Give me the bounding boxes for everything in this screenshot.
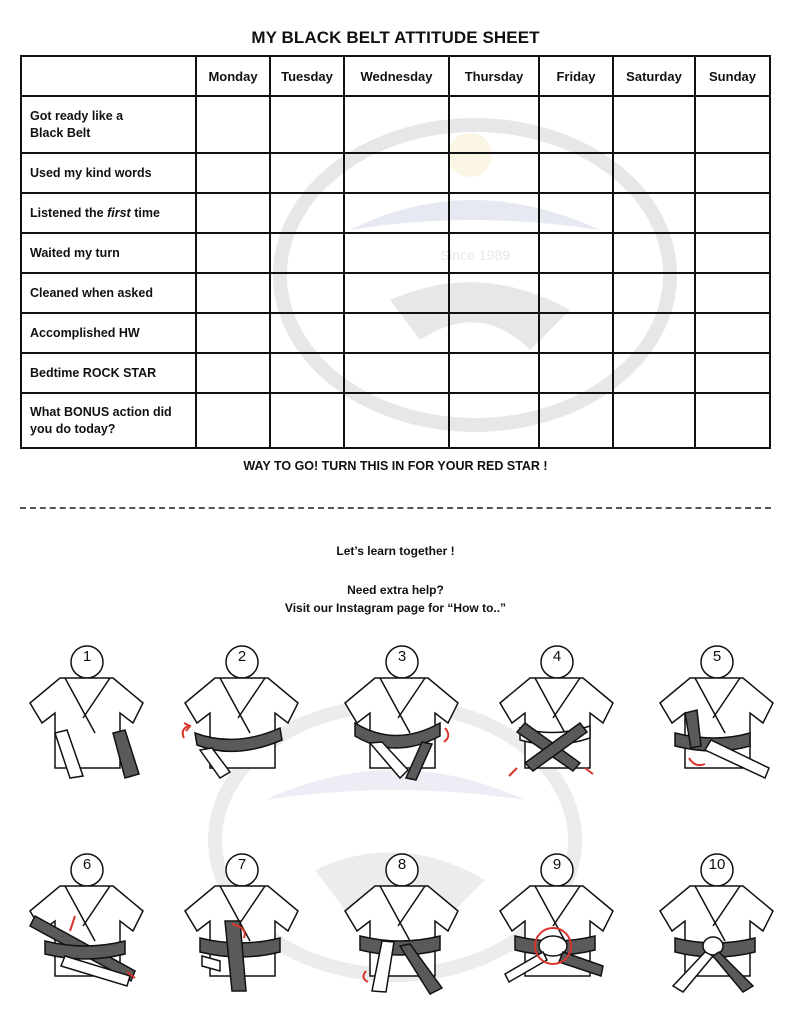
belt-step-illustration [645, 638, 775, 788]
checkbox-cell[interactable] [613, 233, 695, 273]
checkbox-cell[interactable] [270, 96, 344, 153]
checkbox-cell[interactable] [344, 193, 449, 233]
attitude-table [20, 55, 771, 449]
checkbox-cell[interactable] [196, 153, 270, 193]
table-row [21, 233, 770, 273]
header-day: Sunday [695, 56, 770, 96]
cut-line-divider [20, 507, 771, 509]
checkbox-cell[interactable] [196, 233, 270, 273]
checkbox-cell[interactable] [613, 273, 695, 313]
page-title: MY BLACK BELT ATTITUDE SHEET [251, 28, 540, 47]
checkbox-cell[interactable] [613, 153, 695, 193]
checkbox-cell[interactable] [449, 153, 539, 193]
checkbox-cell[interactable] [695, 233, 770, 273]
step-number: 3 [397, 648, 407, 665]
row-label: Used my kind words [21, 153, 196, 193]
row-label: Waited my turn [21, 233, 196, 273]
step-number: 7 [237, 856, 247, 873]
checkbox-cell[interactable] [613, 193, 695, 233]
belt-step-illustration [485, 846, 615, 996]
belt-step-illustration [330, 846, 460, 996]
checkbox-cell[interactable] [695, 313, 770, 353]
table-row [21, 193, 770, 233]
checkbox-cell[interactable] [449, 233, 539, 273]
checkbox-cell[interactable] [539, 193, 613, 233]
checkbox-cell[interactable] [613, 353, 695, 393]
checkbox-cell[interactable] [344, 273, 449, 313]
belt-step-illustration [330, 638, 460, 788]
step-number: 2 [237, 648, 247, 665]
checkbox-cell[interactable] [695, 153, 770, 193]
table-row [21, 273, 770, 313]
checkbox-cell[interactable] [270, 353, 344, 393]
watermark-since: Since 1989 [439, 247, 511, 263]
header-day: Thursday [449, 56, 539, 96]
checkbox-cell[interactable] [344, 96, 449, 153]
row-label: Listened the first time [21, 193, 196, 233]
checkbox-cell[interactable] [449, 353, 539, 393]
table-row [21, 153, 770, 193]
checkbox-cell[interactable] [196, 393, 270, 448]
belt-step-illustration [15, 638, 145, 788]
header-day: Saturday [613, 56, 695, 96]
step-number: 10 [708, 856, 726, 873]
checkbox-cell[interactable] [196, 193, 270, 233]
checkbox-cell[interactable] [344, 393, 449, 448]
checkbox-cell[interactable] [449, 193, 539, 233]
checkbox-cell[interactable] [695, 393, 770, 448]
row-label: What BONUS action did you do today? [21, 393, 196, 448]
checkbox-cell[interactable] [539, 313, 613, 353]
header-day: Friday [539, 56, 613, 96]
checkbox-cell[interactable] [613, 393, 695, 448]
checkbox-cell[interactable] [449, 273, 539, 313]
step-number: 1 [82, 648, 92, 665]
checkbox-cell[interactable] [695, 96, 770, 153]
row-label: Accomplished HW [21, 313, 196, 353]
step-number: 4 [552, 648, 562, 665]
checkbox-cell[interactable] [344, 153, 449, 193]
step-number: 6 [82, 856, 92, 873]
table-row [21, 393, 770, 448]
checkbox-cell[interactable] [270, 153, 344, 193]
checkbox-cell[interactable] [270, 273, 344, 313]
checkbox-cell[interactable] [196, 273, 270, 313]
checkbox-cell[interactable] [695, 193, 770, 233]
checkbox-cell[interactable] [449, 393, 539, 448]
help-line-2: Need extra help? [347, 583, 444, 597]
belt-step-illustration [485, 638, 615, 788]
row-label: Got ready like a Black Belt [21, 96, 196, 153]
table-row [21, 313, 770, 353]
checkbox-cell[interactable] [613, 313, 695, 353]
checkbox-cell[interactable] [613, 96, 695, 153]
header-day: Wednesday [344, 56, 449, 96]
checkbox-cell[interactable] [539, 96, 613, 153]
checkbox-cell[interactable] [539, 233, 613, 273]
step-number: 8 [397, 856, 407, 873]
checkbox-cell[interactable] [344, 233, 449, 273]
row-label: Bedtime ROCK STAR [21, 353, 196, 393]
step-number: 9 [552, 856, 562, 873]
footer-message: WAY TO GO! TURN THIS IN FOR YOUR RED STAR ! [243, 459, 548, 473]
checkbox-cell[interactable] [449, 313, 539, 353]
checkbox-cell[interactable] [695, 353, 770, 393]
checkbox-cell[interactable] [344, 313, 449, 353]
belt-step-illustration [645, 846, 775, 996]
checkbox-cell[interactable] [539, 273, 613, 313]
row-label: Cleaned when asked [21, 273, 196, 313]
table-row [21, 96, 770, 153]
checkbox-cell[interactable] [344, 353, 449, 393]
checkbox-cell[interactable] [270, 193, 344, 233]
checkbox-cell[interactable] [449, 96, 539, 153]
checkbox-cell[interactable] [270, 313, 344, 353]
checkbox-cell[interactable] [196, 313, 270, 353]
belt-step-illustration [170, 846, 300, 996]
header-blank [21, 56, 196, 96]
help-line-3: Visit our Instagram page for “How to..” [284, 601, 507, 615]
belt-step-illustration [15, 846, 145, 996]
help-line-1: Let’s learn together ! [336, 544, 455, 558]
checkbox-cell[interactable] [270, 233, 344, 273]
header-day: Tuesday [270, 56, 344, 96]
checkbox-cell[interactable] [539, 353, 613, 393]
table-row [21, 353, 770, 393]
checkbox-cell[interactable] [695, 273, 770, 313]
checkbox-cell[interactable] [539, 393, 613, 448]
belt-step-illustration [170, 638, 300, 788]
header-day: Monday [196, 56, 270, 96]
checkbox-cell[interactable] [196, 353, 270, 393]
table-header-row [21, 56, 770, 96]
checkbox-cell[interactable] [196, 96, 270, 153]
step-number: 5 [712, 648, 722, 665]
checkbox-cell[interactable] [539, 153, 613, 193]
checkbox-cell[interactable] [270, 393, 344, 448]
